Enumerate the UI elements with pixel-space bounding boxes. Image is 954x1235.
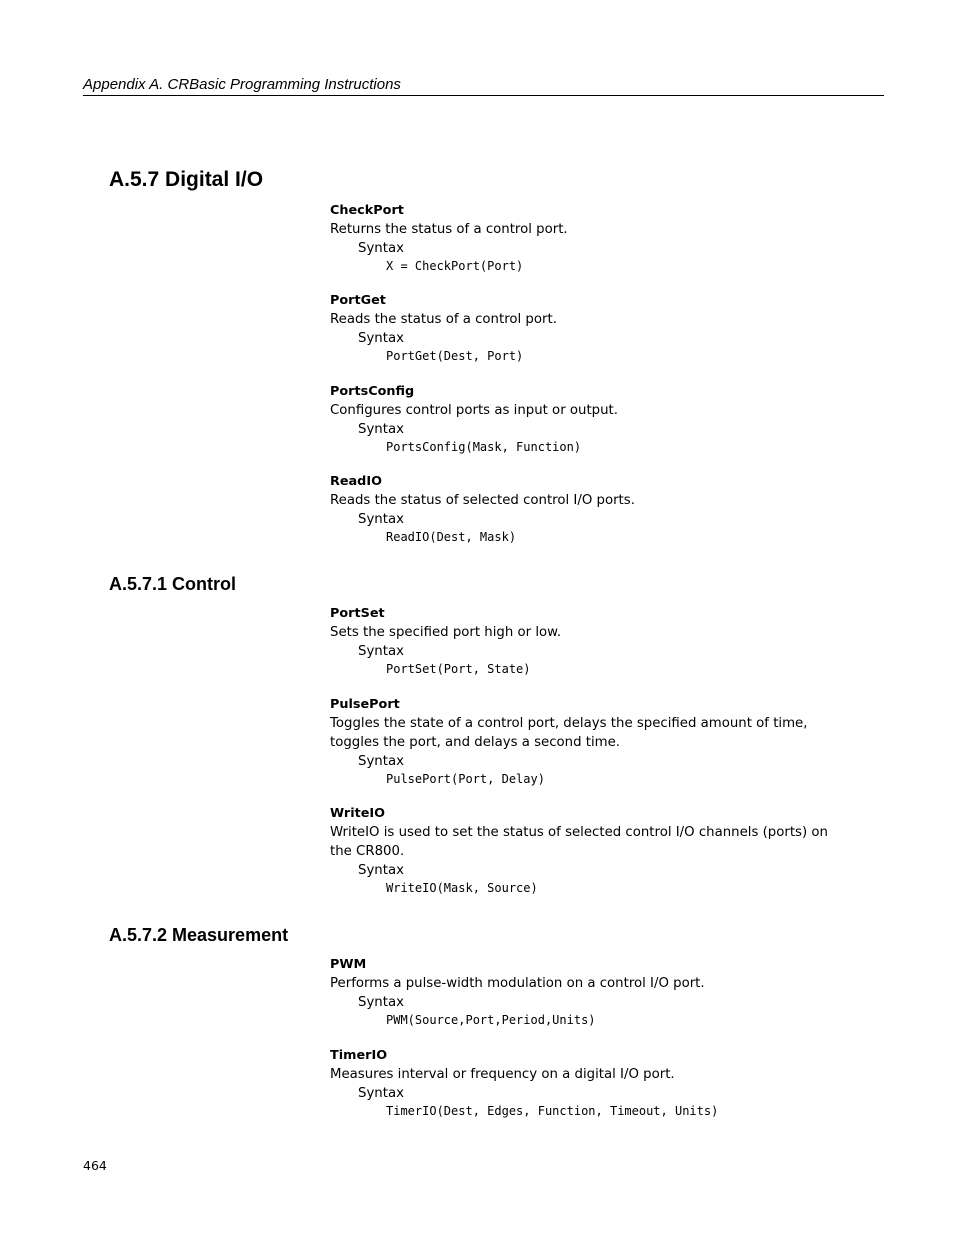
- syntax-label: Syntax: [358, 422, 404, 437]
- entry-name: PulsePort: [330, 697, 400, 712]
- subsection-heading-control: A.5.7.1 Control: [109, 574, 237, 594]
- entry-name: TimerIO: [330, 1048, 388, 1063]
- entry-description: Reads the status of a control port.: [330, 312, 557, 327]
- syntax-label: Syntax: [358, 241, 404, 256]
- entry-readio: [330, 472, 840, 545]
- entry-description: Returns the status of a control port.: [330, 222, 568, 237]
- entry-timerio: [330, 1046, 840, 1119]
- entry-name: PortsConfig: [330, 384, 415, 399]
- entry-name: CheckPort: [330, 203, 404, 218]
- syntax-code: PortSet(Port, State): [386, 662, 531, 676]
- syntax-code: ReadIO(Dest, Mask): [386, 530, 517, 544]
- syntax-code: PortGet(Dest, Port): [386, 349, 524, 363]
- section-heading: A.5.7 Digital I/O: [109, 168, 264, 191]
- page-number: 464: [83, 1158, 107, 1173]
- entry-name: ReadIO: [330, 474, 382, 489]
- syntax-label: Syntax: [358, 644, 404, 659]
- entry-description: Sets the specified port high or low.: [330, 625, 562, 640]
- entry-description: Reads the status of selected control I/O ports.: [330, 493, 635, 508]
- entry-description: Measures interval or frequency on a digital I/O port.: [330, 1067, 675, 1082]
- entry-name: PortSet: [330, 606, 385, 621]
- running-header: Appendix A. CRBasic Programming Instructions: [83, 76, 884, 96]
- syntax-code: PortsConfig(Mask, Function): [386, 440, 582, 454]
- entry-description: WriteIO is used to set the status of selected control I/O channels (ports) on the CR800.: [330, 825, 828, 859]
- syntax-label: Syntax: [358, 754, 404, 769]
- entry-name: PWM: [330, 957, 367, 972]
- syntax-label: Syntax: [358, 995, 404, 1010]
- entry-description: Configures control ports as input or output.: [330, 403, 618, 418]
- syntax-code: X = CheckPort(Port): [386, 259, 524, 273]
- entry-writeio: [330, 804, 840, 896]
- syntax-code: TimerIO(Dest, Edges, Function, Timeout, Units): [386, 1104, 719, 1118]
- entry-pwm: [330, 955, 840, 1028]
- syntax-code: WriteIO(Mask, Source): [386, 881, 538, 895]
- syntax-label: Syntax: [358, 1086, 404, 1101]
- entry-description: Performs a pulse-width modulation on a control I/O port.: [330, 976, 705, 991]
- syntax-label: Syntax: [358, 512, 404, 527]
- syntax-label: Syntax: [358, 331, 404, 346]
- entry-portset: [330, 604, 840, 677]
- entry-portsconfig: [330, 382, 840, 455]
- entry-name: WriteIO: [330, 806, 386, 821]
- syntax-code: PWM(Source,Port,Period,Units): [386, 1013, 596, 1027]
- syntax-code: PulsePort(Port, Delay): [386, 772, 545, 786]
- subsection-heading-measurement: A.5.7.2 Measurement: [109, 925, 289, 945]
- syntax-label: Syntax: [358, 863, 404, 878]
- entry-name: PortGet: [330, 293, 386, 308]
- entry-checkport: [330, 201, 840, 274]
- entry-portget: [330, 291, 840, 364]
- entry-description: Toggles the state of a control port, delays the specified amount of time, toggles the port, and delays a second time.: [330, 716, 808, 750]
- entry-pulseport: [330, 695, 840, 787]
